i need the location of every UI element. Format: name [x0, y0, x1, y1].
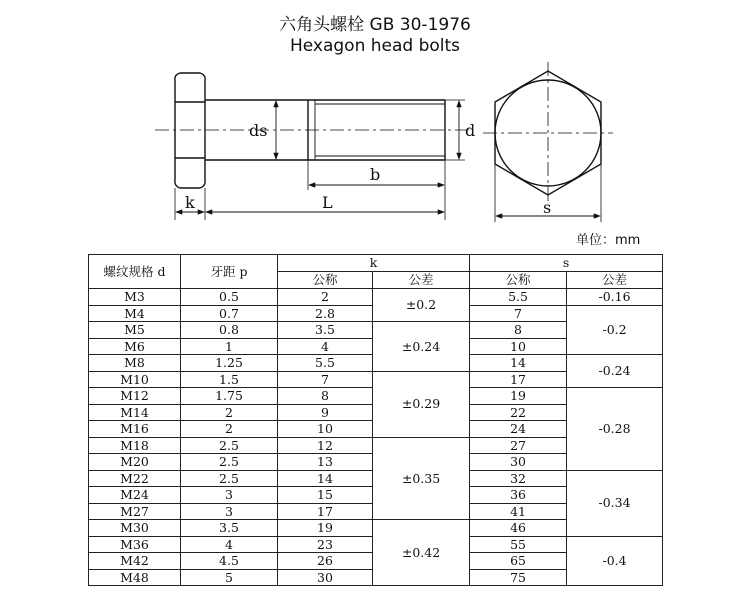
label-l: L	[322, 193, 333, 212]
cell-pitch: 0.7	[181, 305, 278, 322]
cell-spec: M5	[89, 322, 181, 339]
cell-pitch: 3	[181, 503, 278, 520]
label-b: b	[370, 165, 381, 184]
cell-k-tolerance: ±0.35	[373, 437, 470, 520]
cell-k-nominal: 14	[278, 470, 373, 487]
spec-table-body	[89, 255, 663, 586]
header-k-nominal: 公称	[278, 272, 373, 289]
cell-s-nominal: 27	[470, 437, 567, 454]
cell-s-tolerance: -0.34	[567, 470, 663, 536]
cell-k-nominal: 3.5	[278, 322, 373, 339]
cell-pitch: 0.8	[181, 322, 278, 339]
cell-s-nominal: 19	[470, 388, 567, 405]
cell-pitch: 3.5	[181, 520, 278, 537]
cell-spec: M20	[89, 454, 181, 471]
cell-s-tolerance: -0.4	[567, 536, 663, 586]
cell-spec: M10	[89, 371, 181, 388]
cell-spec: M12	[89, 388, 181, 405]
cell-k-nominal: 8	[278, 388, 373, 405]
cell-k-nominal: 2.8	[278, 305, 373, 322]
cell-k-tolerance: ±0.2	[373, 289, 470, 322]
cell-k-nominal: 30	[278, 569, 373, 586]
cell-k-nominal: 5.5	[278, 355, 373, 372]
cell-s-tolerance: -0.24	[567, 355, 663, 388]
cell-s-nominal: 65	[470, 553, 567, 570]
cell-k-nominal: 9	[278, 404, 373, 421]
header-s-tolerance: 公差	[567, 272, 663, 289]
cell-spec: M27	[89, 503, 181, 520]
cell-s-nominal: 5.5	[470, 289, 567, 306]
cell-pitch: 2.5	[181, 454, 278, 471]
cell-spec: M3	[89, 289, 181, 306]
cell-s-nominal: 41	[470, 503, 567, 520]
table-row	[89, 289, 663, 306]
cell-pitch: 5	[181, 569, 278, 586]
page-title: 六角头螺栓 GB 30-1976	[279, 15, 471, 35]
cell-s-nominal: 8	[470, 322, 567, 339]
header-k-tolerance: 公差	[373, 272, 470, 289]
header-spec: 螺纹规格 d	[89, 255, 181, 289]
cell-pitch: 2.5	[181, 470, 278, 487]
cell-k-tolerance: ±0.42	[373, 520, 470, 586]
cell-k-tolerance: ±0.29	[373, 371, 470, 437]
label-ds: ds	[249, 121, 268, 140]
cell-spec: M24	[89, 487, 181, 504]
cell-s-tolerance: -0.2	[567, 305, 663, 355]
cell-s-tolerance: -0.28	[567, 388, 663, 471]
cell-spec: M6	[89, 338, 181, 355]
table-header-row	[89, 255, 663, 272]
cell-s-nominal: 10	[470, 338, 567, 355]
cell-spec: M16	[89, 421, 181, 438]
cell-k-nominal: 13	[278, 454, 373, 471]
cell-s-nominal: 46	[470, 520, 567, 537]
cell-k-nominal: 17	[278, 503, 373, 520]
cell-s-nominal: 55	[470, 536, 567, 553]
page-subtitle: Hexagon head bolts	[289, 36, 461, 56]
cell-k-nominal: 10	[278, 421, 373, 438]
label-s: s	[543, 198, 552, 217]
cell-pitch: 2	[181, 421, 278, 438]
cell-s-nominal: 7	[470, 305, 567, 322]
cell-pitch: 2.5	[181, 437, 278, 454]
cell-k-nominal: 23	[278, 536, 373, 553]
cell-s-nominal: 32	[470, 470, 567, 487]
cell-k-nominal: 26	[278, 553, 373, 570]
cell-s-nominal: 75	[470, 569, 567, 586]
cell-s-nominal: 14	[470, 355, 567, 372]
cell-pitch: 4	[181, 536, 278, 553]
cell-k-nominal: 15	[278, 487, 373, 504]
header-pitch: 牙距 p	[181, 255, 278, 289]
cell-pitch: 3	[181, 487, 278, 504]
cell-s-nominal: 36	[470, 487, 567, 504]
cell-pitch: 0.5	[181, 289, 278, 306]
cell-s-nominal: 30	[470, 454, 567, 471]
cell-s-nominal: 24	[470, 421, 567, 438]
cell-s-tolerance: -0.16	[567, 289, 663, 306]
cell-pitch: 1	[181, 338, 278, 355]
cell-k-nominal: 7	[278, 371, 373, 388]
cell-spec: M42	[89, 553, 181, 570]
cell-spec: M36	[89, 536, 181, 553]
cell-s-nominal: 17	[470, 371, 567, 388]
spec-table	[88, 254, 663, 586]
cell-pitch: 1.5	[181, 371, 278, 388]
header-k: k	[278, 255, 470, 272]
cell-spec: M22	[89, 470, 181, 487]
cell-k-nominal: 12	[278, 437, 373, 454]
cell-s-nominal: 22	[470, 404, 567, 421]
cell-pitch: 2	[181, 404, 278, 421]
label-d: d	[465, 121, 476, 140]
cell-spec: M18	[89, 437, 181, 454]
bolt-head-side	[175, 73, 205, 188]
cell-k-nominal: 19	[278, 520, 373, 537]
cell-spec: M30	[89, 520, 181, 537]
cell-pitch: 1.25	[181, 355, 278, 372]
cell-k-nominal: 4	[278, 338, 373, 355]
cell-k-tolerance: ±0.24	[373, 322, 470, 372]
cell-pitch: 4.5	[181, 553, 278, 570]
cell-spec: M8	[89, 355, 181, 372]
cell-spec: M4	[89, 305, 181, 322]
cell-spec: M14	[89, 404, 181, 421]
header-s: s	[470, 255, 663, 272]
bolt-drawing	[0, 60, 750, 250]
unit-label: 单位：mm	[576, 233, 641, 248]
label-k: k	[185, 193, 195, 212]
cell-pitch: 1.75	[181, 388, 278, 405]
cell-k-nominal: 2	[278, 289, 373, 306]
header-s-nominal: 公称	[470, 272, 567, 289]
cell-spec: M48	[89, 569, 181, 586]
